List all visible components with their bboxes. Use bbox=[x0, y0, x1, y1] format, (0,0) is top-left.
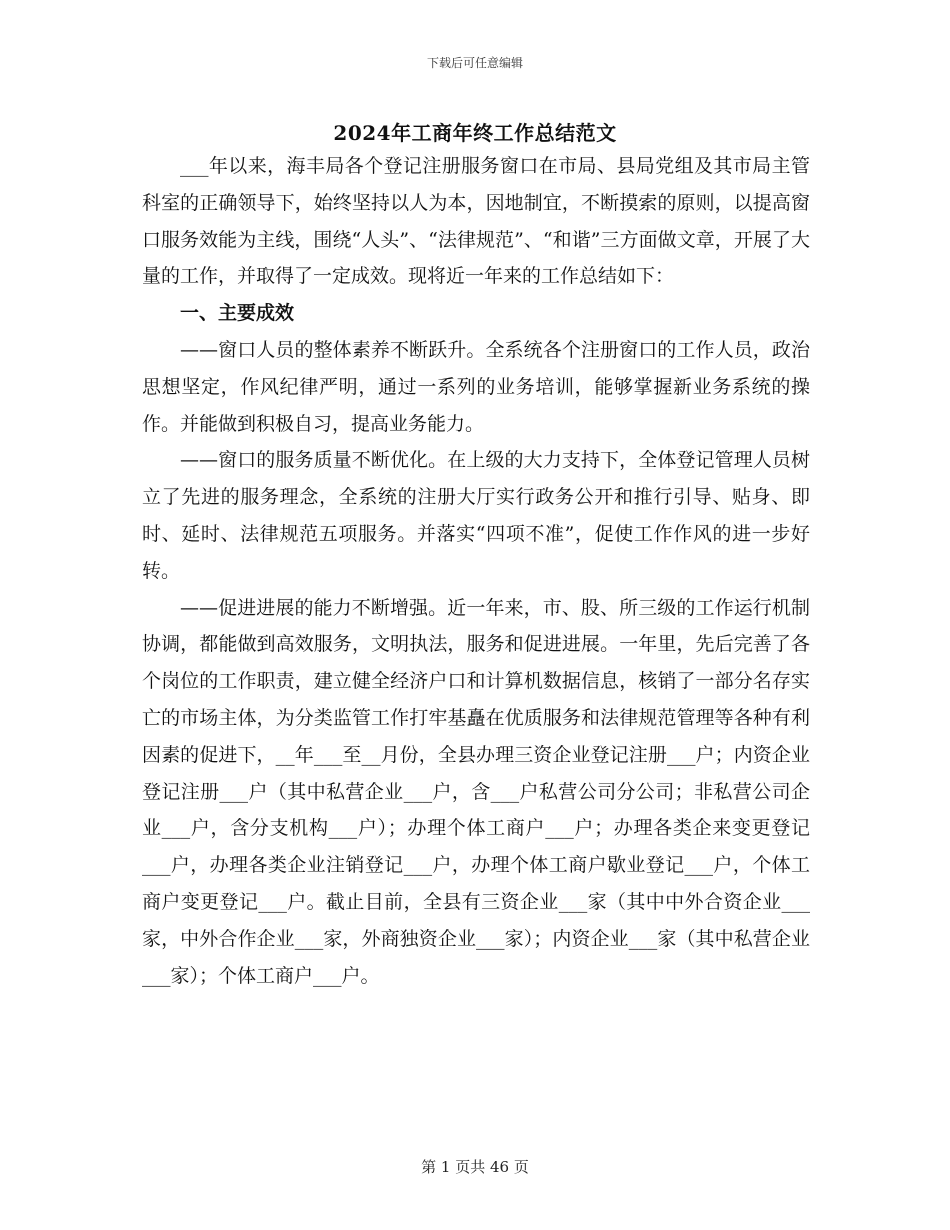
section-heading: 一、主要成效 bbox=[180, 302, 295, 325]
body-paragraph: ——窗口的服务质量不断优化。在上级的大力支持下，全体登记管理人员树立了先进的服务理念，全系统的注册大厅实行政务公开和推行引导、贴身、即时、延时、法律规范五项服务。并落实“四项不准”，促使工作作风的进一步好转。 bbox=[142, 449, 810, 582]
document-body bbox=[142, 148, 810, 994]
document-title: 2024年工商年终工作总结范文 bbox=[333, 121, 617, 145]
intro-paragraph: ___年以来，海丰局各个登记注册服务窗口在市局、县局党组及其市局主管科室的正确领导下，始终坚持以人为本，因地制宜，不断摸索的原则，以提高窗口服务效能为主线，围绕“人头”、“法律规范”、“和谐”三方面做文章，开展了大量的工作，并取得了一定成效。现将近一年来的工作总结如下： bbox=[142, 155, 810, 288]
body-paragraph: ——促进进展的能力不断增强。近一年来，市、股、所三级的工作运行机制协调，都能做到高效服务，文明执法，服务和促进进展。一年里，先后完善了各个岗位的工作职责，建立健全经济户口和计算机数据信息，核销了一部分名存实亡的市场主体，为分类监管工作打牢基矗在优质服务和法律规范管理等各种有利因素的促进下，__年___至__月份，全县办理三资企业登记注册___户；内资企业登记注册___户（其中私营企业___户，含___户私营公司分公司；非私营公司企业___户，含分支机构___户）；办理个体工商户___户；办理各类企来变更登记___户，办理各类企业注销登记___户，办理个体工商户歇业登记___户，个体工商户变更登记___户。截止目前，全县有三资企业___家（其中中外合资企业___家，中外合作企业___家，外商独资企业___家）；内资企业___家（其中私营企业___家）；个体工商户___户。 bbox=[142, 596, 810, 987]
page-header-note: 下载后可任意编辑 bbox=[426, 56, 523, 70]
page-number: 第 1 页共 46 页 bbox=[421, 1158, 529, 1176]
body-paragraph: ——窗口人员的整体素养不断跃升。全系统各个注册窗口的工作人员，政治思想坚定，作风纪律严明，通过一系列的业务培训，能够掌握新业务系统的操作。并能做到积极自习，提高业务能力。 bbox=[142, 338, 810, 435]
